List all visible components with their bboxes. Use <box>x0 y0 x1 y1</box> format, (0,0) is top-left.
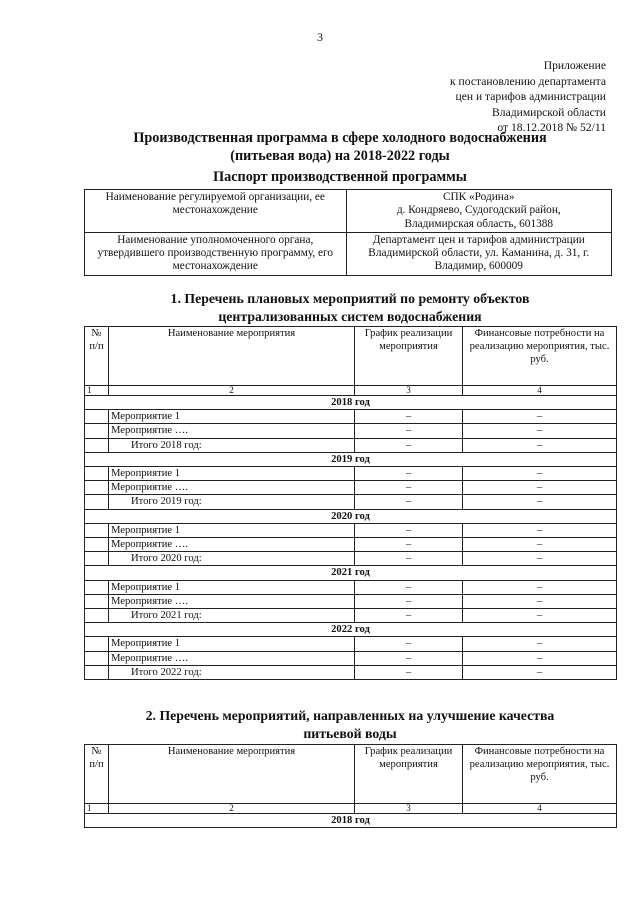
year-label: 2019 год <box>85 452 617 466</box>
passport-label: Наименование уполномоченного органа, утвердившего производственную программу, его местонахождение <box>85 232 347 275</box>
appendix-line: Приложение <box>543 59 606 72</box>
schedule-value: – <box>355 410 463 424</box>
row-number <box>85 538 109 552</box>
appendix-line: к постановлению департамента <box>450 74 606 88</box>
row-number <box>85 552 109 566</box>
passport-table <box>84 189 612 276</box>
finance-value: – <box>463 580 617 594</box>
year-total-row <box>85 438 617 452</box>
measure-name: Мероприятие 1 <box>109 467 355 481</box>
year-total-row <box>85 609 617 623</box>
measure-name: Мероприятие 1 <box>109 580 355 594</box>
page-number: 3 <box>317 30 323 44</box>
year-row <box>85 814 617 828</box>
passport-value-line: д. Кондряево, Судогодский район, <box>396 204 561 217</box>
measure-row <box>85 424 617 438</box>
measure-row <box>85 481 617 495</box>
table-header-row <box>85 745 617 804</box>
title-line: Производственная программа в сфере холодного водоснабжения <box>133 130 547 146</box>
section-title-line: 2. Перечень мероприятий, направленных на улучшение качества <box>145 708 555 723</box>
row-number <box>85 580 109 594</box>
row-number <box>85 481 109 495</box>
document-title <box>60 129 620 165</box>
finance-value: – <box>463 651 617 665</box>
finance-value: – <box>463 410 617 424</box>
schedule-value: – <box>355 481 463 495</box>
year-total-row <box>85 552 617 566</box>
finance-value: – <box>463 637 617 651</box>
measure-row <box>85 651 617 665</box>
year-total-row <box>85 665 617 679</box>
header-name: Наименование мероприятия <box>109 745 355 804</box>
section-1-title <box>100 290 600 325</box>
schedule-value: – <box>355 580 463 594</box>
schedule-value: – <box>355 467 463 481</box>
measure-name: Мероприятие 1 <box>109 637 355 651</box>
year-row <box>85 509 617 523</box>
measure-name: Итого 2018 год: <box>109 438 355 452</box>
measure-name: Итого 2022 год: <box>109 665 355 679</box>
row-number <box>85 523 109 537</box>
year-total-row <box>85 495 617 509</box>
measure-name: Мероприятие …. <box>109 481 355 495</box>
row-number <box>85 637 109 651</box>
schedule-value: – <box>355 424 463 438</box>
year-row <box>85 566 617 580</box>
header-name: Наименование мероприятия <box>109 327 355 386</box>
row-number <box>85 438 109 452</box>
measure-name: Мероприятие …. <box>109 651 355 665</box>
measure-row <box>85 410 617 424</box>
year-label: 2018 год <box>85 814 617 828</box>
finance-value: – <box>463 552 617 566</box>
row-number <box>85 594 109 608</box>
appendix-line: Владимирской области <box>492 105 606 119</box>
measure-row <box>85 594 617 608</box>
schedule-value: – <box>355 552 463 566</box>
column-index: 1 <box>85 386 109 396</box>
row-number <box>85 467 109 481</box>
row-number <box>85 651 109 665</box>
measure-row <box>85 580 617 594</box>
finance-value: – <box>463 495 617 509</box>
measure-name: Итого 2020 год: <box>109 552 355 566</box>
passport-value: Департамент цен и тарифов администрации Владимирской области, ул. Каманина, д. 31, г. Владимир, 600009 <box>346 232 611 275</box>
header-schedule: График реализации мероприятия <box>355 745 463 804</box>
finance-value: – <box>463 609 617 623</box>
row-number <box>85 609 109 623</box>
repair-measures-table <box>84 326 617 680</box>
measure-name: Мероприятие 1 <box>109 410 355 424</box>
section-title-line: питьевой воды <box>303 725 397 741</box>
section-2-title <box>100 707 600 742</box>
header-finance: Финансовые потребности на реализацию мероприятия, тыс. руб. <box>463 745 617 804</box>
column-index-row <box>85 386 617 396</box>
finance-value: – <box>463 481 617 495</box>
row-number <box>85 410 109 424</box>
year-row <box>85 623 617 637</box>
measure-row <box>85 467 617 481</box>
column-index: 2 <box>109 804 355 814</box>
schedule-value: – <box>355 609 463 623</box>
passport-label: Наименование регулируемой организации, ее местонахождение <box>85 190 347 233</box>
header-number: № п/п <box>85 327 109 386</box>
measure-name: Мероприятие 1 <box>109 523 355 537</box>
schedule-value: – <box>355 523 463 537</box>
water-quality-measures-table <box>84 744 617 828</box>
finance-value: – <box>463 538 617 552</box>
measure-row <box>85 523 617 537</box>
section-title-line: централизованных систем водоснабжения <box>218 308 482 324</box>
passport-value-line: СПК «Родина» <box>442 191 515 203</box>
schedule-value: – <box>355 594 463 608</box>
column-index: 4 <box>463 386 617 396</box>
measure-name: Итого 2021 год: <box>109 609 355 623</box>
year-label: 2020 год <box>85 509 617 523</box>
measure-name: Мероприятие …. <box>109 594 355 608</box>
column-index: 2 <box>109 386 355 396</box>
appendix-line: цен и тарифов администрации <box>455 90 606 104</box>
year-label: 2021 год <box>85 566 617 580</box>
finance-value: – <box>463 424 617 438</box>
header-finance: Финансовые потребности на реализацию мероприятия, тыс. руб. <box>463 327 617 386</box>
finance-value: – <box>463 665 617 679</box>
passport-row <box>85 190 612 233</box>
schedule-value: – <box>355 651 463 665</box>
finance-value: – <box>463 438 617 452</box>
year-row <box>85 396 617 410</box>
table-header-row <box>85 327 617 386</box>
finance-value: – <box>463 594 617 608</box>
schedule-value: – <box>355 538 463 552</box>
row-number <box>85 424 109 438</box>
measure-name: Итого 2019 год: <box>109 495 355 509</box>
schedule-value: – <box>355 438 463 452</box>
finance-value: – <box>463 523 617 537</box>
schedule-value: – <box>355 637 463 651</box>
measure-name: Мероприятие …. <box>109 538 355 552</box>
row-number <box>85 665 109 679</box>
year-label: 2018 год <box>85 396 617 410</box>
year-row <box>85 452 617 466</box>
column-index: 1 <box>85 804 109 814</box>
column-index: 4 <box>463 804 617 814</box>
header-number: № п/п <box>85 745 109 804</box>
column-index: 3 <box>355 804 463 814</box>
measure-row <box>85 538 617 552</box>
column-index: 3 <box>355 386 463 396</box>
measure-name: Мероприятие …. <box>109 424 355 438</box>
column-index-row <box>85 804 617 814</box>
passport-value <box>346 190 611 233</box>
passport-value-line: Владимирская область, 601388 <box>404 217 554 230</box>
passport-title: Паспорт производственной программы <box>213 169 467 185</box>
passport-row <box>85 232 612 275</box>
finance-value: – <box>463 467 617 481</box>
section-title-line: 1. Перечень плановых мероприятий по ремонту объектов <box>170 291 530 306</box>
appendix-line: от 18.12.2018 № 52/11 <box>497 121 606 135</box>
schedule-value: – <box>355 495 463 509</box>
appendix-block <box>450 58 606 136</box>
row-number <box>85 495 109 509</box>
header-schedule: График реализации мероприятия <box>355 327 463 386</box>
year-label: 2022 год <box>85 623 617 637</box>
measure-row <box>85 637 617 651</box>
title-line: (питьевая вода) на 2018-2022 годы <box>230 148 450 164</box>
schedule-value: – <box>355 665 463 679</box>
